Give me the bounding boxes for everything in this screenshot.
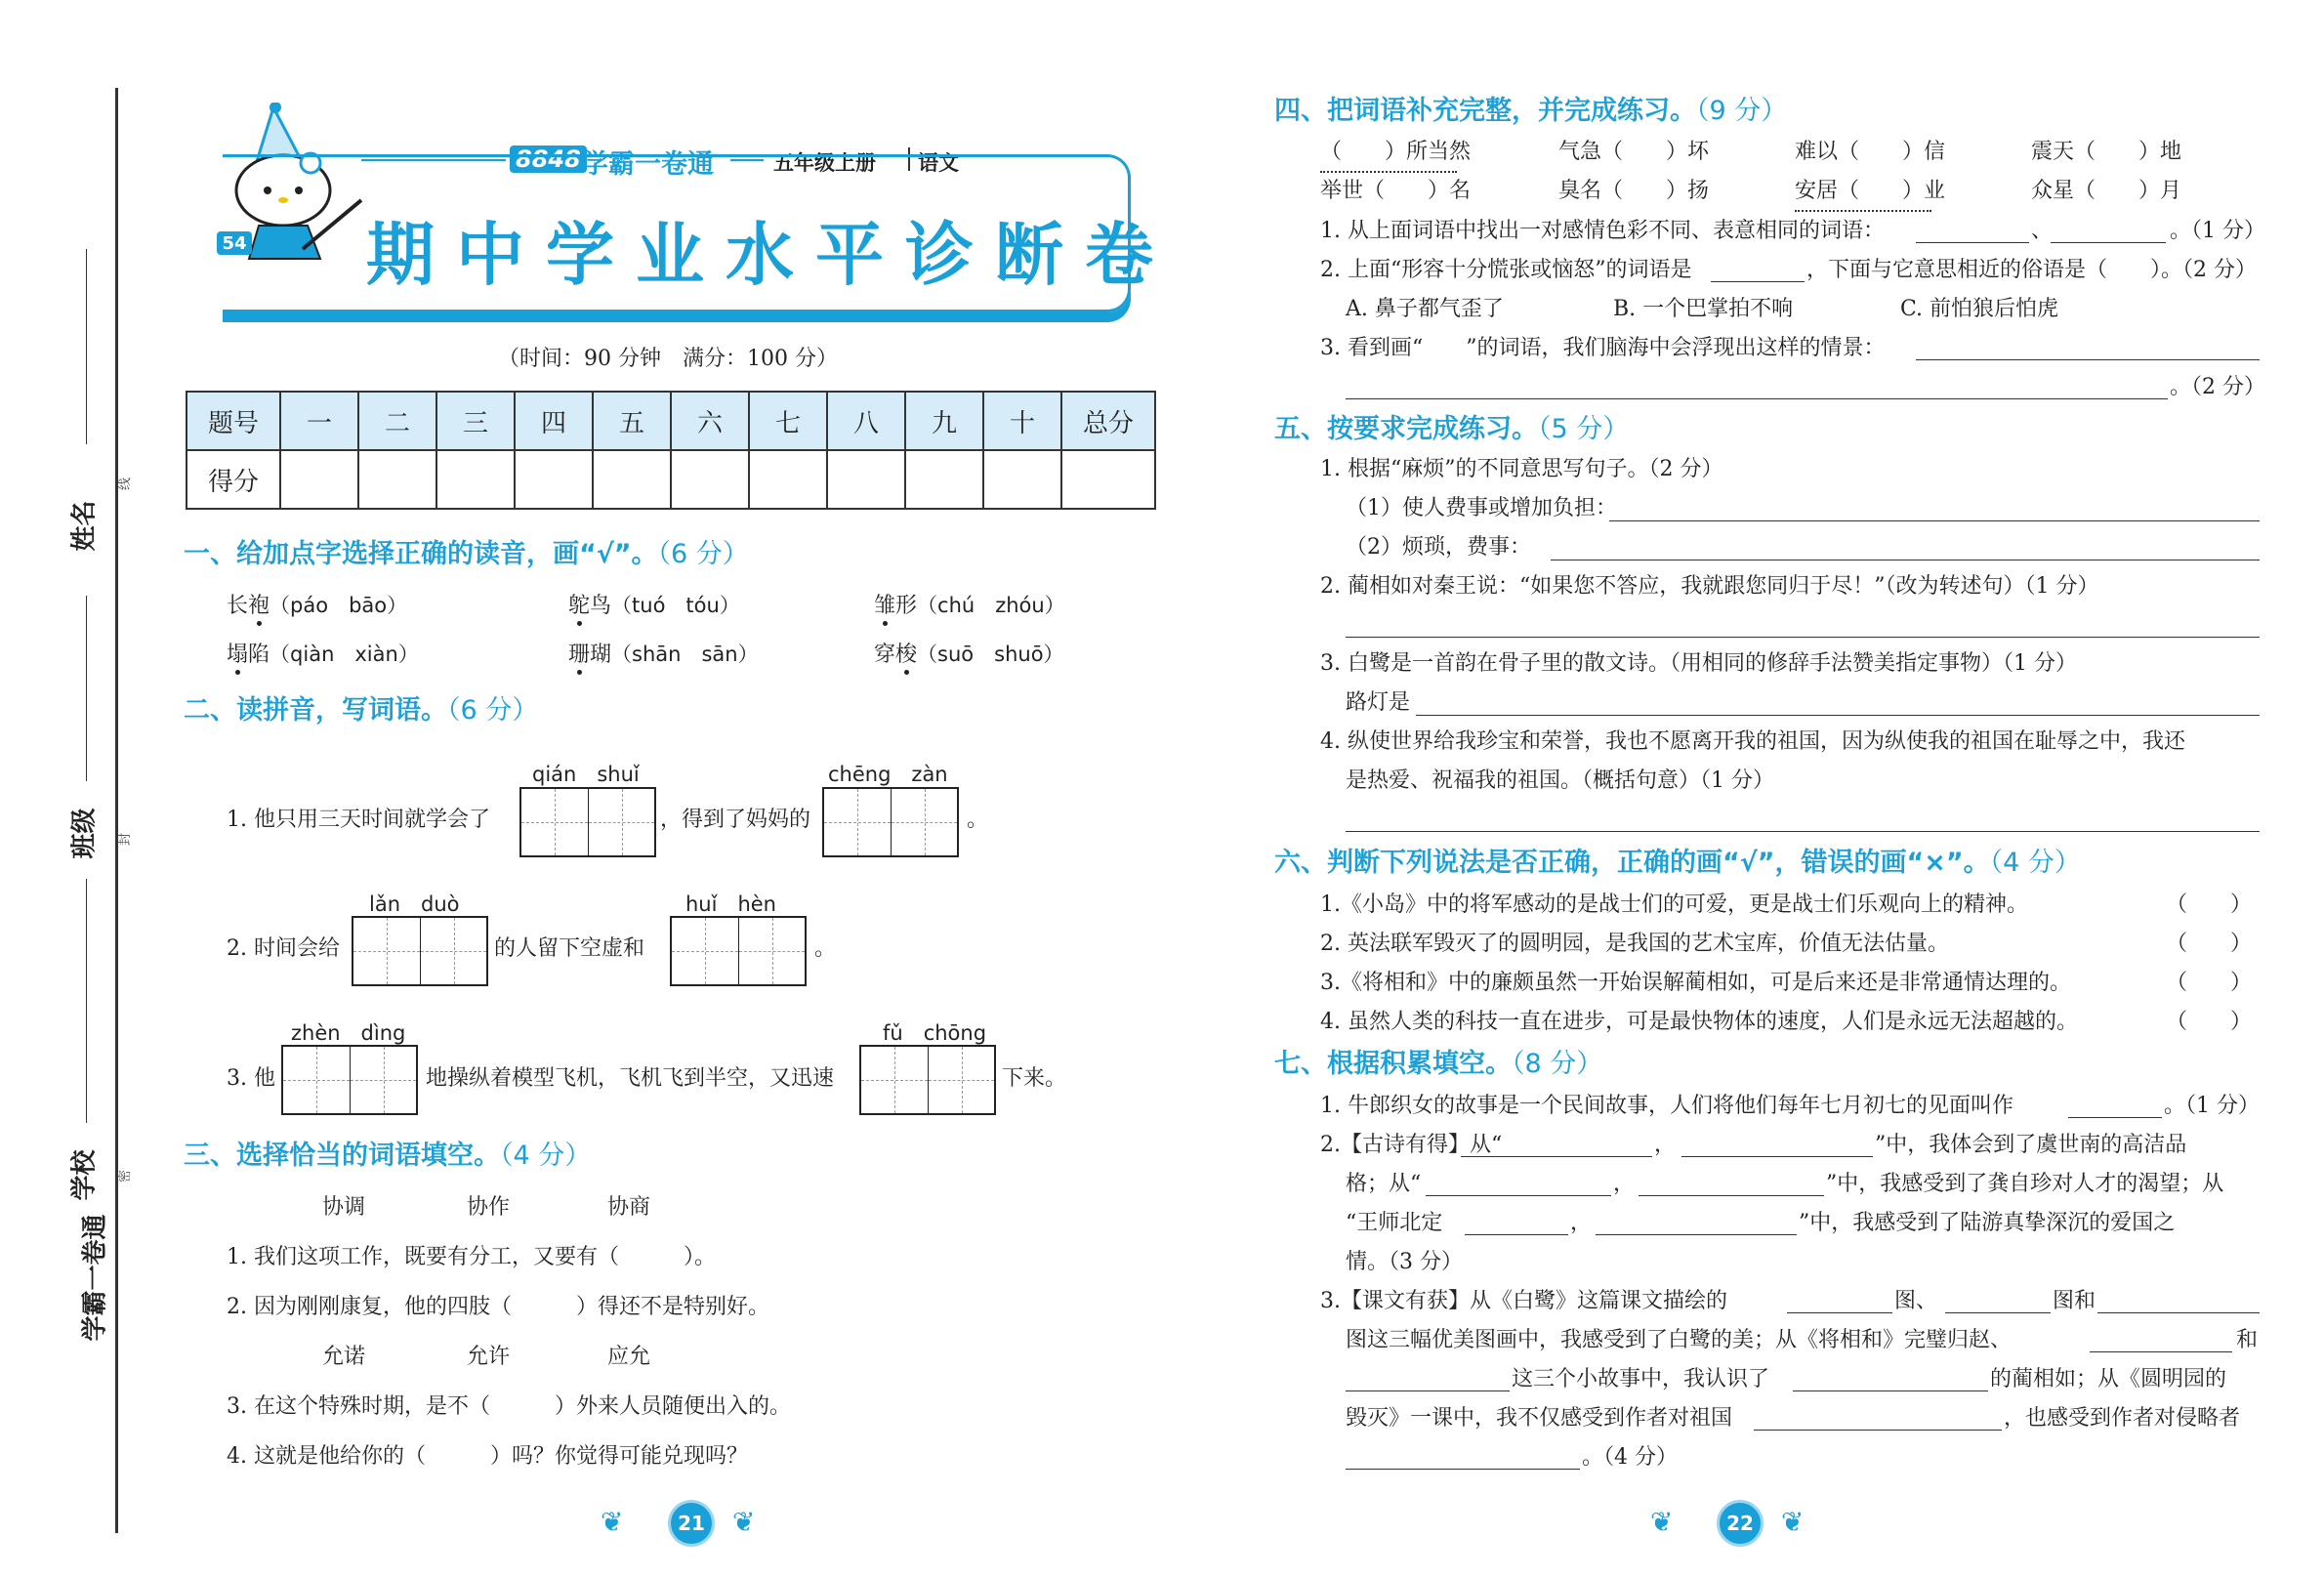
- s3-word: 协作: [467, 1195, 511, 1220]
- score-table-col: 五: [593, 392, 671, 450]
- section-1-title-text: 一、给加点字选择正确的读音，画“√”。: [184, 539, 658, 569]
- score-table: [186, 391, 1156, 510]
- s7-q2-text: ”中，我感受到了龚自珍对人才的渴望；从: [1826, 1172, 2224, 1196]
- s6-item: 4. 虽然人类的科技一直在进步，可是最快物体的速度，人们是永远无法超越的。: [1320, 1010, 2078, 1034]
- score-cell[interactable]: [436, 450, 515, 509]
- s1-item-5[interactable]: [568, 644, 759, 666]
- margin-brand-label: 学霸一卷通: [80, 1214, 110, 1342]
- leaf-icon: ❦: [732, 1506, 756, 1538]
- section-4-title: [1274, 98, 1787, 124]
- s7-q3-text: 3.【课文有获】从《白鹭》这篇课文描绘的: [1320, 1289, 1727, 1313]
- score-table-col: 十: [983, 392, 1061, 450]
- s7-q3-text: 图、: [1894, 1289, 1938, 1313]
- s5-q2: 2. 蔺相如对秦王说：“如果您不答应，我就跟您同归于尽！”（改为转述句）（1 分）: [1320, 574, 2099, 599]
- s4-q3-end: 。（2 分）: [2170, 375, 2265, 399]
- page-title: 期中学业水平诊断卷: [366, 215, 1175, 295]
- score-table-row1-label: 题号: [187, 392, 280, 450]
- s4-word[interactable]: 震天（ ）地: [2031, 140, 2182, 164]
- section-7-title-text: 七、根据积累填空。: [1274, 1049, 1512, 1079]
- score-cell[interactable]: [983, 450, 1061, 509]
- s5-q4b: 是热爱、祝福我的祖国。（概括句意）（1 分）: [1346, 768, 1774, 793]
- section-4-title-text: 四、把词语补充完整，并完成练习。: [1274, 96, 1696, 126]
- s4-q3-blank-1[interactable]: [1916, 359, 2260, 360]
- s2-q3-pinyin-2: fǔ chōng: [883, 1021, 987, 1045]
- s5-q1b: （2）烦琐，费事：: [1346, 535, 1531, 560]
- s3-q3[interactable]: 3. 在这个特殊时期，是不（ ）外来人员随便出入的。: [227, 1394, 791, 1419]
- score-cell[interactable]: [671, 450, 749, 509]
- s5-q2-blank[interactable]: [1346, 637, 2260, 638]
- section-1-points: （6 分）: [657, 539, 749, 569]
- s2-q3-pinyin-1: zhèn dìng: [291, 1021, 406, 1045]
- margin-class-label: 班级: [69, 808, 100, 859]
- s4-word[interactable]: （ ）所当然: [1320, 140, 1472, 164]
- s1-options: （tuó tóu）: [611, 594, 740, 617]
- section-7-points: （8 分）: [1512, 1049, 1603, 1079]
- s4-q1-sep: 、: [2031, 219, 2054, 243]
- s2-q2-text-mid: 的人留下空虚和: [494, 936, 645, 961]
- s1-item-2[interactable]: [568, 596, 740, 617]
- s4-word[interactable]: 臭名（ ）扬: [1558, 179, 1710, 203]
- s1-item-text: 长: [227, 594, 249, 618]
- s4-option-b[interactable]: B. 一个巴掌拍不响: [1613, 297, 1794, 321]
- s7-q2-text: ，: [1570, 1211, 1593, 1235]
- s3-q2[interactable]: 2. 因为刚刚康复，他的四肢（ ）得还不是特别好。: [227, 1295, 769, 1319]
- grade-label: 五年级上册: [773, 151, 876, 175]
- s7-q3-blank-2[interactable]: [1945, 1312, 2051, 1313]
- s2-q1-text-mid: ，得到了妈妈的: [660, 808, 811, 832]
- section-5-title-text: 五、按要求完成练习。: [1274, 414, 1538, 444]
- s7-q3-text: 。（4 分）: [1582, 1445, 1678, 1470]
- s7-q3-text: 毁灭》一课中，我不仅感受到作者对祖国: [1346, 1406, 1733, 1431]
- score-table-col: 九: [905, 392, 983, 450]
- s7-q3-blank-3[interactable]: [2097, 1312, 2260, 1313]
- mascot-badge-number: 54: [222, 233, 247, 254]
- s2-q2-grid-1[interactable]: [352, 916, 488, 986]
- s2-q2-pinyin-1: lǎn duò: [369, 892, 460, 916]
- cut-mark-feng: 封: [118, 832, 134, 847]
- s4-word[interactable]: 举世（ ）名: [1320, 179, 1472, 203]
- s2-q3-text-mid: 地操纵着模型飞机，飞机飞到半空，又迅速: [426, 1066, 835, 1091]
- s1-item-text: 瑚: [590, 643, 612, 667]
- s7-q2-blank-4[interactable]: [1639, 1195, 1824, 1196]
- s6-item: 1.《小岛》中的将军感动的是战士们的可爱，更是战士们乐观向上的精神。: [1320, 892, 2028, 917]
- s7-q3-text: 图这三幅优美图画中，我感受到了白鹭的美；从《将相和》完璧归赵、: [1346, 1328, 2013, 1352]
- s1-item-3[interactable]: [874, 596, 1065, 617]
- score-cell[interactable]: [358, 450, 436, 509]
- s7-q3-blank-1[interactable]: [1787, 1312, 1892, 1313]
- s1-dotted-char: 袍: [248, 594, 270, 618]
- s7-q2-blank-2[interactable]: [1681, 1156, 1873, 1157]
- brand-name: 学霸一卷通: [582, 149, 714, 180]
- section-6-title-text: 六、判断下列说法是否正确，正确的画“√”，错误的画“×”。: [1274, 848, 1990, 878]
- s1-item-text: 形: [895, 594, 918, 618]
- s7-q2-blank-5[interactable]: [1465, 1234, 1568, 1235]
- s4-word[interactable]: 安居（ ）业: [1795, 179, 1946, 203]
- s7-q2-text: “王师北定: [1346, 1211, 1443, 1235]
- s2-q2-pinyin-2: huǐ hèn: [685, 892, 776, 916]
- subject-label: 语文: [918, 151, 959, 175]
- s7-q2-text: ，: [1654, 1133, 1677, 1157]
- s1-item-text: 陷: [248, 643, 270, 667]
- section-1-title: [184, 541, 749, 567]
- section-2-points: （6 分）: [447, 695, 539, 726]
- s6-answer-paren[interactable]: （ ）: [2166, 971, 2253, 995]
- s3-word: 允诺: [322, 1345, 366, 1369]
- s1-dotted-char: 雏: [874, 594, 896, 618]
- s7-q2-text: ”中，我体会到了虞世南的高洁品: [1875, 1133, 2187, 1157]
- s4-word[interactable]: 气急（ ）坏: [1558, 140, 1710, 164]
- s5-q4a: 4. 纵使世界给我珍宝和荣誉，我也不愿离开我的祖国，因为纵使我的祖国在耻辱之中，我还: [1320, 729, 2185, 754]
- s5-q3: 3. 白鹭是一首韵在骨子里的散文诗。（用相同的修辞手法赞美指定事物）（1 分）: [1320, 651, 2077, 676]
- score-cell[interactable]: [749, 450, 827, 509]
- s4-q1-end: 。（1 分）: [2170, 219, 2265, 243]
- s2-q3-text-end: 下来。: [1002, 1066, 1067, 1091]
- s5-q3a: 路灯是: [1346, 690, 1411, 715]
- s3-q1[interactable]: 1. 我们这项工作，既要有分工，又要有（ ）。: [227, 1245, 716, 1269]
- s7-q2-blank-6[interactable]: [1596, 1234, 1797, 1235]
- score-table-col: 八: [827, 392, 905, 450]
- score-table-col: 七: [749, 392, 827, 450]
- s4-q1-blank-2[interactable]: [2051, 242, 2166, 243]
- s1-options: （chú zhóu）: [917, 594, 1065, 617]
- s2-q1-pinyin-1: qián shuǐ: [532, 763, 640, 786]
- s7-q1-blank[interactable]: [2068, 1117, 2162, 1118]
- s5-q1: 1. 根据“麻烦”的不同意思写句子。（2 分）: [1320, 457, 1723, 481]
- s4-q2-end: ，下面与它意思相近的俗语是（ ）。（2 分）: [1806, 258, 2257, 282]
- s1-dotted-char: 鸵: [568, 594, 591, 618]
- cut-mark-xian: 线: [118, 477, 134, 491]
- leaf-icon: ❦: [1650, 1506, 1674, 1538]
- s4-option-c[interactable]: C. 前怕狼后怕虎: [1900, 297, 2059, 321]
- section-2-title: [184, 697, 538, 724]
- s2-q1-text-end: 。: [967, 808, 989, 832]
- s7-q1: 1. 牛郎织女的故事是一个民间故事，人们将他们每年七月初七的见面叫作: [1320, 1094, 2013, 1118]
- s4-q3-blank-2[interactable]: [1346, 398, 2168, 399]
- s6-answer-paren[interactable]: （ ）: [2166, 932, 2253, 956]
- margin-school-label: 学校: [69, 1149, 100, 1201]
- score-table-row2-label: 得分: [187, 450, 280, 509]
- s2-q1-text-pre: 1. 他只用三天时间就学会了: [227, 808, 490, 832]
- s3-word: 协调: [322, 1195, 366, 1220]
- s2-q3-grid-2[interactable]: [859, 1045, 996, 1115]
- section-3-title: [184, 1142, 591, 1169]
- s7-q3-text: 这三个小故事中，我认识了: [1512, 1367, 1770, 1391]
- s7-q3-blank-5[interactable]: [1346, 1390, 1510, 1391]
- s7-q3-blank-8[interactable]: [1346, 1469, 1580, 1470]
- s1-options: （qiàn xiàn）: [270, 643, 419, 666]
- score-table-score-row: [187, 450, 1155, 509]
- section-4-points: （9 分）: [1696, 96, 1788, 126]
- score-cell[interactable]: [827, 450, 905, 509]
- s4-wavy-mark: [1320, 167, 1457, 173]
- s7-q2-text: 格；从“: [1346, 1172, 1422, 1196]
- s2-q2-text-end: 。: [814, 936, 837, 961]
- s2-q1-grid-1[interactable]: [519, 787, 656, 857]
- page-number-left: 21: [668, 1500, 715, 1547]
- s4-wavy-mark: [1795, 206, 1931, 212]
- s7-q2-text: ”中，我感受到了陆游真挚深沉的爱国之: [1799, 1211, 2176, 1235]
- s3-q4[interactable]: 4. 这就是他给你的（ ）吗？你觉得可能兑现吗？: [227, 1444, 748, 1469]
- s7-q2-text: ，: [1613, 1172, 1636, 1196]
- s7-q3-blank-6[interactable]: [1793, 1390, 1988, 1391]
- s7-q2-blank-3[interactable]: [1426, 1195, 1611, 1196]
- score-table-total: 总分: [1061, 392, 1155, 450]
- s7-q3-blank-4[interactable]: [2090, 1351, 2232, 1352]
- s4-q1: 1. 从上面词语中找出一对感情色彩不同、表意相同的词语：: [1320, 219, 1885, 243]
- score-cell-total[interactable]: [1061, 450, 1155, 509]
- s7-q1-end: 。（1 分）: [2164, 1094, 2260, 1118]
- margin-underline-class: [86, 596, 87, 781]
- score-table-col: 四: [515, 392, 593, 450]
- score-cell[interactable]: [515, 450, 593, 509]
- s4-q3: 3. 看到画“ ”的词语，我们脑海中会浮现出这样的情景：: [1320, 336, 1886, 360]
- s7-q3-text: 的蔺相如；从《圆明园的: [1990, 1367, 2227, 1391]
- s5-q1a: （1）使人费事或增加负担：: [1346, 496, 1617, 520]
- s4-q2-blank[interactable]: [1711, 281, 1805, 282]
- s7-q2-text: 2.【古诗有得】从“: [1320, 1133, 1503, 1157]
- score-table-col: 二: [358, 392, 436, 450]
- s1-item-4[interactable]: [227, 644, 419, 666]
- score-table-col: 三: [436, 392, 515, 450]
- s5-q4-blank[interactable]: [1346, 831, 2260, 832]
- score-cell[interactable]: [905, 450, 983, 509]
- s4-q2: 2. 上面“形容十分慌张或恼怒”的词语是: [1320, 258, 1692, 282]
- score-table-col: 六: [671, 392, 749, 450]
- s1-dotted-char: 梭: [895, 643, 918, 667]
- section-6-points: （4 分）: [1989, 848, 2081, 878]
- score-cell[interactable]: [593, 450, 671, 509]
- s4-q1-blank-1[interactable]: [1916, 242, 2029, 243]
- s1-dotted-char: 塌: [227, 643, 249, 667]
- s6-item: 2. 英法联军毁灭了的圆明园，是我国的艺术宝库，价值无法估量。: [1320, 932, 1949, 956]
- score-table-col: 一: [280, 392, 358, 450]
- s7-q2-text: 情。（3 分）: [1346, 1250, 1463, 1274]
- s4-option-a[interactable]: A. 鼻子都气歪了: [1346, 297, 1504, 321]
- margin-underline-name: [86, 249, 87, 444]
- s6-answer-paren[interactable]: （ ）: [2166, 892, 2253, 917]
- margin-underline-school: [86, 879, 87, 1123]
- s3-word: 应允: [607, 1345, 651, 1369]
- section-6-title: [1274, 850, 2081, 876]
- s2-q3-text-pre: 3. 他: [227, 1066, 275, 1091]
- section-2-title-text: 二、读拼音，写词语。: [184, 695, 447, 726]
- s2-q1-grid-2[interactable]: [822, 787, 959, 857]
- s5-q1a-blank[interactable]: [1609, 520, 2260, 521]
- score-table-header-row: [187, 392, 1155, 450]
- s7-q2-blank-1[interactable]: [1461, 1156, 1652, 1157]
- binding-line: [115, 88, 118, 1533]
- s4-word[interactable]: 众星（ ）月: [2031, 179, 2182, 203]
- s2-q2-grid-2[interactable]: [670, 916, 807, 986]
- s1-item-6[interactable]: [874, 644, 1064, 666]
- margin-name-label: 姓名: [69, 500, 100, 552]
- s7-q3-text: 和: [2236, 1328, 2259, 1352]
- s5-q3a-blank[interactable]: [1416, 715, 2260, 716]
- leaf-icon: ❦: [601, 1506, 624, 1538]
- s7-q3-text: 图和: [2053, 1289, 2096, 1313]
- s6-answer-paren[interactable]: （ ）: [2166, 1010, 2253, 1034]
- s1-options: （páo bāo）: [270, 594, 408, 617]
- s1-dotted-char: 珊: [568, 643, 591, 667]
- section-7-title: [1274, 1051, 1602, 1077]
- brand-number: 8848: [510, 145, 587, 173]
- section-5-title: [1274, 416, 1629, 442]
- section-3-points: （4 分）: [500, 1141, 592, 1171]
- s7-q3-blank-7[interactable]: [1754, 1430, 2002, 1431]
- score-cell[interactable]: [280, 450, 358, 509]
- s2-q3-grid-1[interactable]: [281, 1045, 418, 1115]
- section-5-points: （5 分）: [1538, 414, 1630, 444]
- s3-word: 协商: [607, 1195, 651, 1220]
- s6-item: 3.《将相和》中的廉颇虽然一开始误解蔺相如，可是后来还是非常通情达理的。: [1320, 971, 2071, 995]
- s1-options: （suō shuō）: [917, 643, 1064, 666]
- leaf-icon: ❦: [1781, 1506, 1805, 1538]
- cut-mark-mi: 密: [118, 1169, 134, 1183]
- s2-q1-pinyin-2: chēng zàn: [828, 763, 948, 786]
- s7-q3-text: ，也感受到作者对侵略者: [2004, 1406, 2241, 1431]
- s4-word[interactable]: 难以（ ）信: [1795, 140, 1946, 164]
- page-number-right: 22: [1717, 1500, 1764, 1547]
- s1-item-text: 穿: [874, 643, 896, 667]
- s1-item-text: 鸟: [590, 594, 612, 618]
- s1-item-1[interactable]: [227, 596, 407, 617]
- s1-options: （shān sān）: [611, 643, 759, 666]
- s3-word: 允许: [467, 1345, 511, 1369]
- section-3-title-text: 三、选择恰当的词语填空。: [184, 1141, 500, 1171]
- s2-q2-text-pre: 2. 时间会给: [227, 936, 340, 961]
- exam-info: （时间：90 分钟 满分：100 分）: [498, 347, 838, 371]
